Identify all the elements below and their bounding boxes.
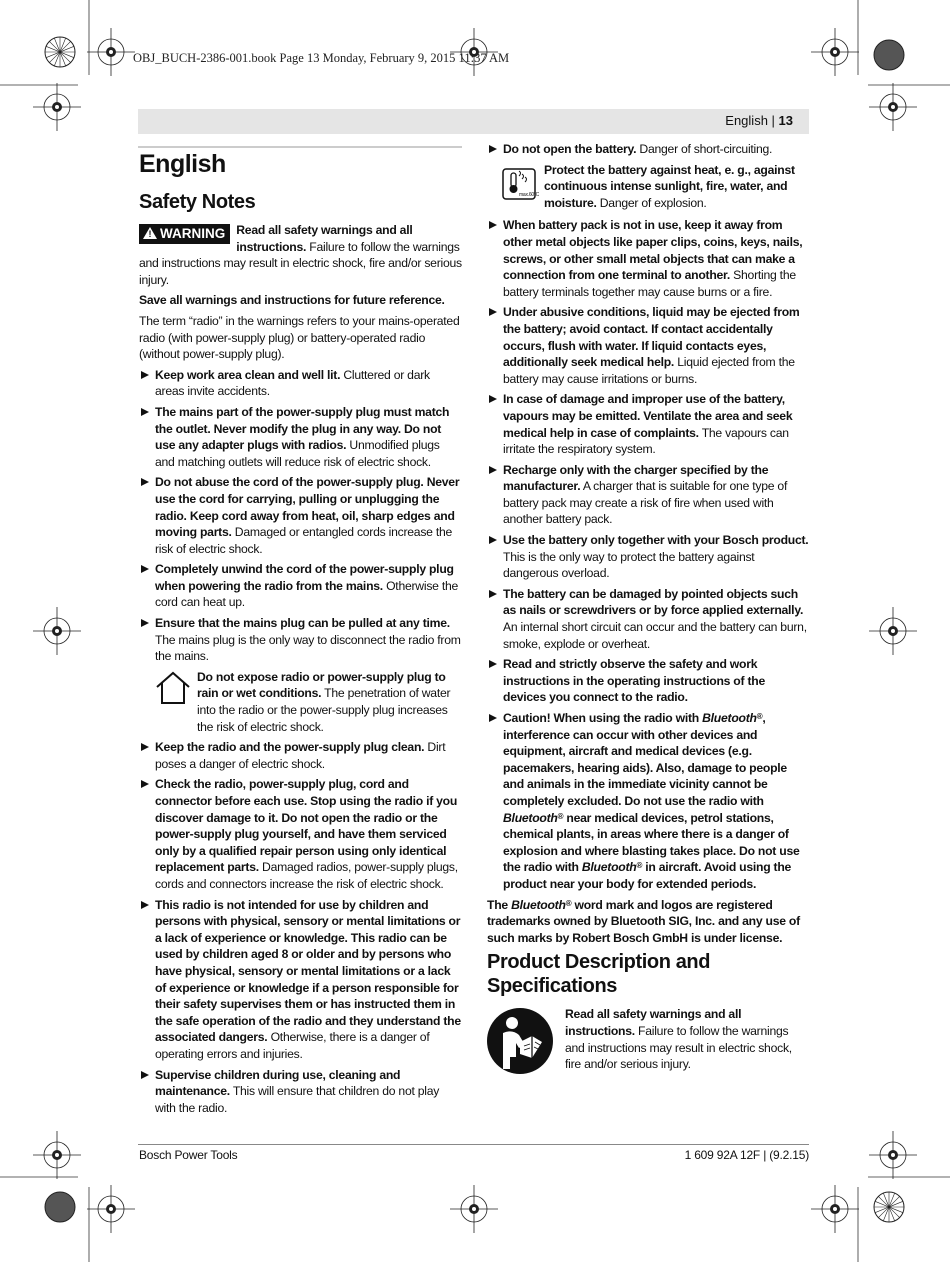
list-item bbox=[487, 532, 810, 582]
bullet-arrow-icon bbox=[141, 743, 149, 751]
bluetooth-term: Bluetooth bbox=[581, 860, 637, 875]
page-number: 13 bbox=[778, 113, 793, 128]
list-item bbox=[487, 462, 810, 528]
item-text: Cluttered or dark areas invite accidents. bbox=[155, 367, 430, 399]
bluetooth-term: Bluetooth bbox=[702, 711, 757, 725]
registered-mark: ® bbox=[565, 898, 572, 908]
list-item bbox=[139, 404, 462, 470]
print-slug: OBJ_BUCH-2386-001.book Page 13 Monday, February 9, 2015 11:37 AM bbox=[133, 51, 510, 65]
bullet-arrow-icon bbox=[141, 408, 149, 416]
item-text: Damaged radios, power-supply plugs, cords and connectors increase the risk of electric shock. bbox=[155, 860, 458, 891]
trademark-part: The bbox=[487, 897, 512, 912]
list-item bbox=[139, 367, 462, 400]
thermometer-heat-icon bbox=[502, 168, 540, 200]
list-item bbox=[139, 561, 462, 611]
left-column bbox=[139, 150, 462, 1120]
item-bold: When battery pack is not in use, keep it away from other metal objects like paper clips, coins, keys, nails, screws, or other small metal objects that can make a connection from one terminal to another. bbox=[503, 218, 803, 283]
list-item-bluetooth-caution bbox=[487, 710, 810, 893]
item-text: Damaged or entangled cords increase the risk of electric shock. bbox=[155, 525, 453, 556]
item-bold: Recharge only with the charger specified by the manufacturer. bbox=[503, 462, 769, 494]
item-text: Shorting the battery terminals together may cause burns or a fire. bbox=[503, 268, 796, 299]
item-text: Dirt poses a danger of electric shock. bbox=[155, 740, 446, 771]
item-bold: Do not abuse the cord of the power-supply plug. Never use the cord for carrying, pulling or unplugging the radio. Keep cord away from heat, oil, sharp edges and moving parts. bbox=[155, 475, 460, 540]
item-text: The mains plug is the only way to disconnect the radio from the mains. bbox=[155, 632, 461, 664]
section-heading-safety: Safety Notes bbox=[139, 191, 256, 213]
indoor-bold: Do not expose radio or power-supply plug to rain or wet conditions. bbox=[197, 669, 446, 701]
footer-rule bbox=[138, 1144, 809, 1145]
bullet-arrow-icon bbox=[489, 145, 497, 153]
read-bold: Read all safety warnings and all instructions. bbox=[565, 1007, 742, 1038]
save-all-note bbox=[139, 292, 462, 309]
warning-label: WARNING bbox=[160, 226, 226, 241]
item-bold: Supervise children during use, cleaning and maintenance. bbox=[155, 1067, 401, 1099]
list-item bbox=[139, 1067, 462, 1117]
list-item bbox=[139, 474, 462, 557]
read-manual-icon bbox=[487, 1008, 553, 1074]
read-text: Failure to follow the warnings and instructions may result in electric shock, fire and/or serious injury. bbox=[565, 1023, 792, 1072]
max-temp-label: max.60°C bbox=[519, 191, 540, 198]
bullet-arrow-icon bbox=[489, 714, 497, 722]
bullet-arrow-icon bbox=[489, 466, 497, 474]
bullet-arrow-icon bbox=[141, 780, 149, 788]
caution-part: Caution! When using the radio with bbox=[503, 711, 703, 725]
bullet-arrow-icon bbox=[489, 395, 497, 403]
item-bold: Use the battery only together with your Bosch product. bbox=[503, 533, 809, 548]
item-text: This will ensure that children do not play with the radio. bbox=[155, 1084, 440, 1115]
bullet-arrow-icon bbox=[489, 660, 497, 668]
item-bold: Keep work area clean and well lit. bbox=[155, 367, 341, 382]
read-manual-note bbox=[487, 1006, 810, 1072]
trademark-note bbox=[487, 897, 810, 947]
warning-text: Failure to follow the warnings and instructions may result in electric shock, fire and/or serious injury. bbox=[139, 239, 462, 287]
footer-right: 1 609 92A 12F | (9.2.15) bbox=[684, 1148, 809, 1162]
item-text: Otherwise, there is a danger of operating errors and injuries. bbox=[155, 1030, 430, 1061]
list-item bbox=[487, 586, 810, 652]
registered-mark: ® bbox=[756, 712, 763, 721]
item-bold: Ensure that the mains plug can be pulled at any time. bbox=[155, 616, 450, 631]
item-text: Liquid ejected from the battery may cause irritations or burns. bbox=[503, 355, 795, 386]
bullet-arrow-icon bbox=[141, 619, 149, 627]
warning-triangle-icon: ! bbox=[143, 227, 157, 239]
safety-list-2 bbox=[139, 739, 462, 1116]
trademark-part: word mark and logos are registered trademarks owned by Bluetooth SIG, Inc. and any use of such marks by Robert Bosch GmbH is under license. bbox=[487, 897, 800, 945]
section-heading-product: Product Description and Specifications bbox=[487, 951, 711, 998]
item-bold: Under abusive conditions, liquid may be ejected from the battery; avoid contact. If contact accidentally occurs, flush with water. If liquid contacts eyes, additionally seek medical help. bbox=[503, 305, 800, 370]
header-language: English bbox=[725, 113, 768, 128]
item-text: The vapours can irritate the respiratory system. bbox=[503, 425, 789, 457]
house-icon bbox=[155, 671, 191, 705]
item-text: This is the only way to protect the battery against dangerous overload. bbox=[503, 549, 755, 581]
item-bold: Do not open the battery. bbox=[503, 142, 637, 156]
bullet-arrow-icon bbox=[141, 478, 149, 486]
item-text: Unmodified plugs and matching outlets will reduce risk of electric shock. bbox=[155, 438, 440, 469]
list-item bbox=[139, 615, 462, 665]
item-bold: In case of damage and improper use of the battery, vapours may be emitted. Ventilate the area and seek medical help in case of complaints. bbox=[503, 392, 793, 440]
bluetooth-term: Bluetooth bbox=[511, 897, 566, 912]
list-item bbox=[487, 141, 810, 158]
heat-bold: Protect the battery against heat, e. g., against continuous intense sunlight, fire, water, and moisture. bbox=[544, 162, 795, 210]
caution-part: , interference can occur with other devices and equipment, aircraft and medical devices (e.g. pacemakers, hearing aids). Also, damage to people and animals in the immediate vicinity cannot be completely excluded. Do not use the radio with bbox=[503, 711, 787, 808]
list-item bbox=[487, 217, 810, 300]
bullet-arrow-icon bbox=[489, 308, 497, 316]
item-bold: Completely unwind the cord of the power-supply plug when powering the radio from the mains. bbox=[155, 562, 454, 593]
save-all-text: Save all warnings and instructions for future reference. bbox=[139, 293, 445, 308]
bullet-arrow-icon bbox=[489, 590, 497, 598]
item-bold: The battery can be damaged by pointed objects such as nails or screwdrivers or by force applied externally. bbox=[503, 586, 804, 618]
footer-left: Bosch Power Tools bbox=[139, 1148, 238, 1162]
bullet-arrow-icon bbox=[141, 1071, 149, 1079]
list-item bbox=[139, 897, 462, 1063]
item-bold: Read and strictly observe the safety and work instructions in the operating instructions of the devices you connect to the radio. bbox=[503, 657, 765, 705]
item-bold: Keep the radio and the power-supply plug clean. bbox=[155, 740, 425, 755]
safety-list-1 bbox=[139, 367, 462, 665]
item-text: An internal short circuit can occur and the battery can burn, smoke, explode or overheat. bbox=[503, 620, 807, 651]
item-text: A charger that is suitable for one type of battery pack may create a risk of fire when used with another battery pack. bbox=[503, 479, 788, 527]
caution-part: in aircraft. Avoid using the product near your body for extended periods. bbox=[503, 860, 792, 891]
battery-list bbox=[487, 217, 810, 892]
registered-mark: ® bbox=[557, 811, 564, 821]
bluetooth-term: Bluetooth bbox=[503, 810, 558, 825]
item-text: Otherwise the cord can heat up. bbox=[155, 578, 459, 610]
item-bold: The mains part of the power-supply plug must match the outlet. Never modify the plug in any way. Do not use any adapter plugs with radios. bbox=[155, 404, 450, 453]
heat-warning-note bbox=[487, 162, 810, 212]
list-item bbox=[487, 656, 810, 706]
item-bold: Check the radio, power-supply plug, cord and connector before each use. Stop using the radio if you discover damage to it. Do not open the radio or the power-supply plug yourself, and have them serviced only by a qualified repair person using only identical replacement parts. bbox=[155, 777, 458, 875]
term-radio-note: The term “radio” in the warnings refers to your mains-operated radio (with power-supply plug) or battery-operated radio (without power-supply plug). bbox=[139, 313, 460, 362]
bullet-arrow-icon bbox=[489, 536, 497, 544]
indoor-text: The penetration of water into the radio or the power-supply plug increases the risk of electric shock. bbox=[197, 686, 451, 734]
warning-badge bbox=[139, 224, 230, 244]
page-title: English bbox=[139, 150, 226, 178]
heat-text: Danger of explosion. bbox=[596, 195, 707, 210]
page-header bbox=[138, 109, 809, 134]
item-bold: This radio is not intended for use by children and persons with physical, sensory or mental limitations or a lack of experience or knowledge. This radio can be used by children aged 8 or older and by persons who have physical, sensory or mental limitations or a lack of experience or knowledge if a person responsible for their safety supervises them or has instructed them in the safe operation of the radio and they understand the associated dangers. bbox=[155, 897, 461, 1045]
list-item bbox=[139, 739, 462, 772]
bullet-arrow-icon bbox=[141, 901, 149, 909]
item-text: Danger of short-circuiting. bbox=[636, 142, 773, 156]
bullet-arrow-icon bbox=[141, 565, 149, 573]
title-rule bbox=[138, 146, 462, 148]
right-column bbox=[487, 141, 810, 1073]
list-item bbox=[139, 776, 462, 892]
bullet-arrow-icon bbox=[489, 221, 497, 229]
indoor-use-note bbox=[139, 669, 462, 735]
warning-paragraph bbox=[139, 222, 462, 288]
warning-bold: Read all safety warnings and all instructions. bbox=[236, 223, 413, 254]
list-item bbox=[487, 304, 810, 387]
caution-part: near medical devices, petrol stations, chemical plants, in areas where there is a danger of explosion and where blasting takes place. Do not use the radio with bbox=[503, 810, 800, 875]
battery-list-top bbox=[487, 141, 810, 158]
registered-mark: ® bbox=[636, 861, 643, 871]
page-indicator: English | 13 bbox=[725, 113, 793, 128]
bullet-arrow-icon bbox=[141, 371, 149, 379]
list-item bbox=[487, 391, 810, 457]
